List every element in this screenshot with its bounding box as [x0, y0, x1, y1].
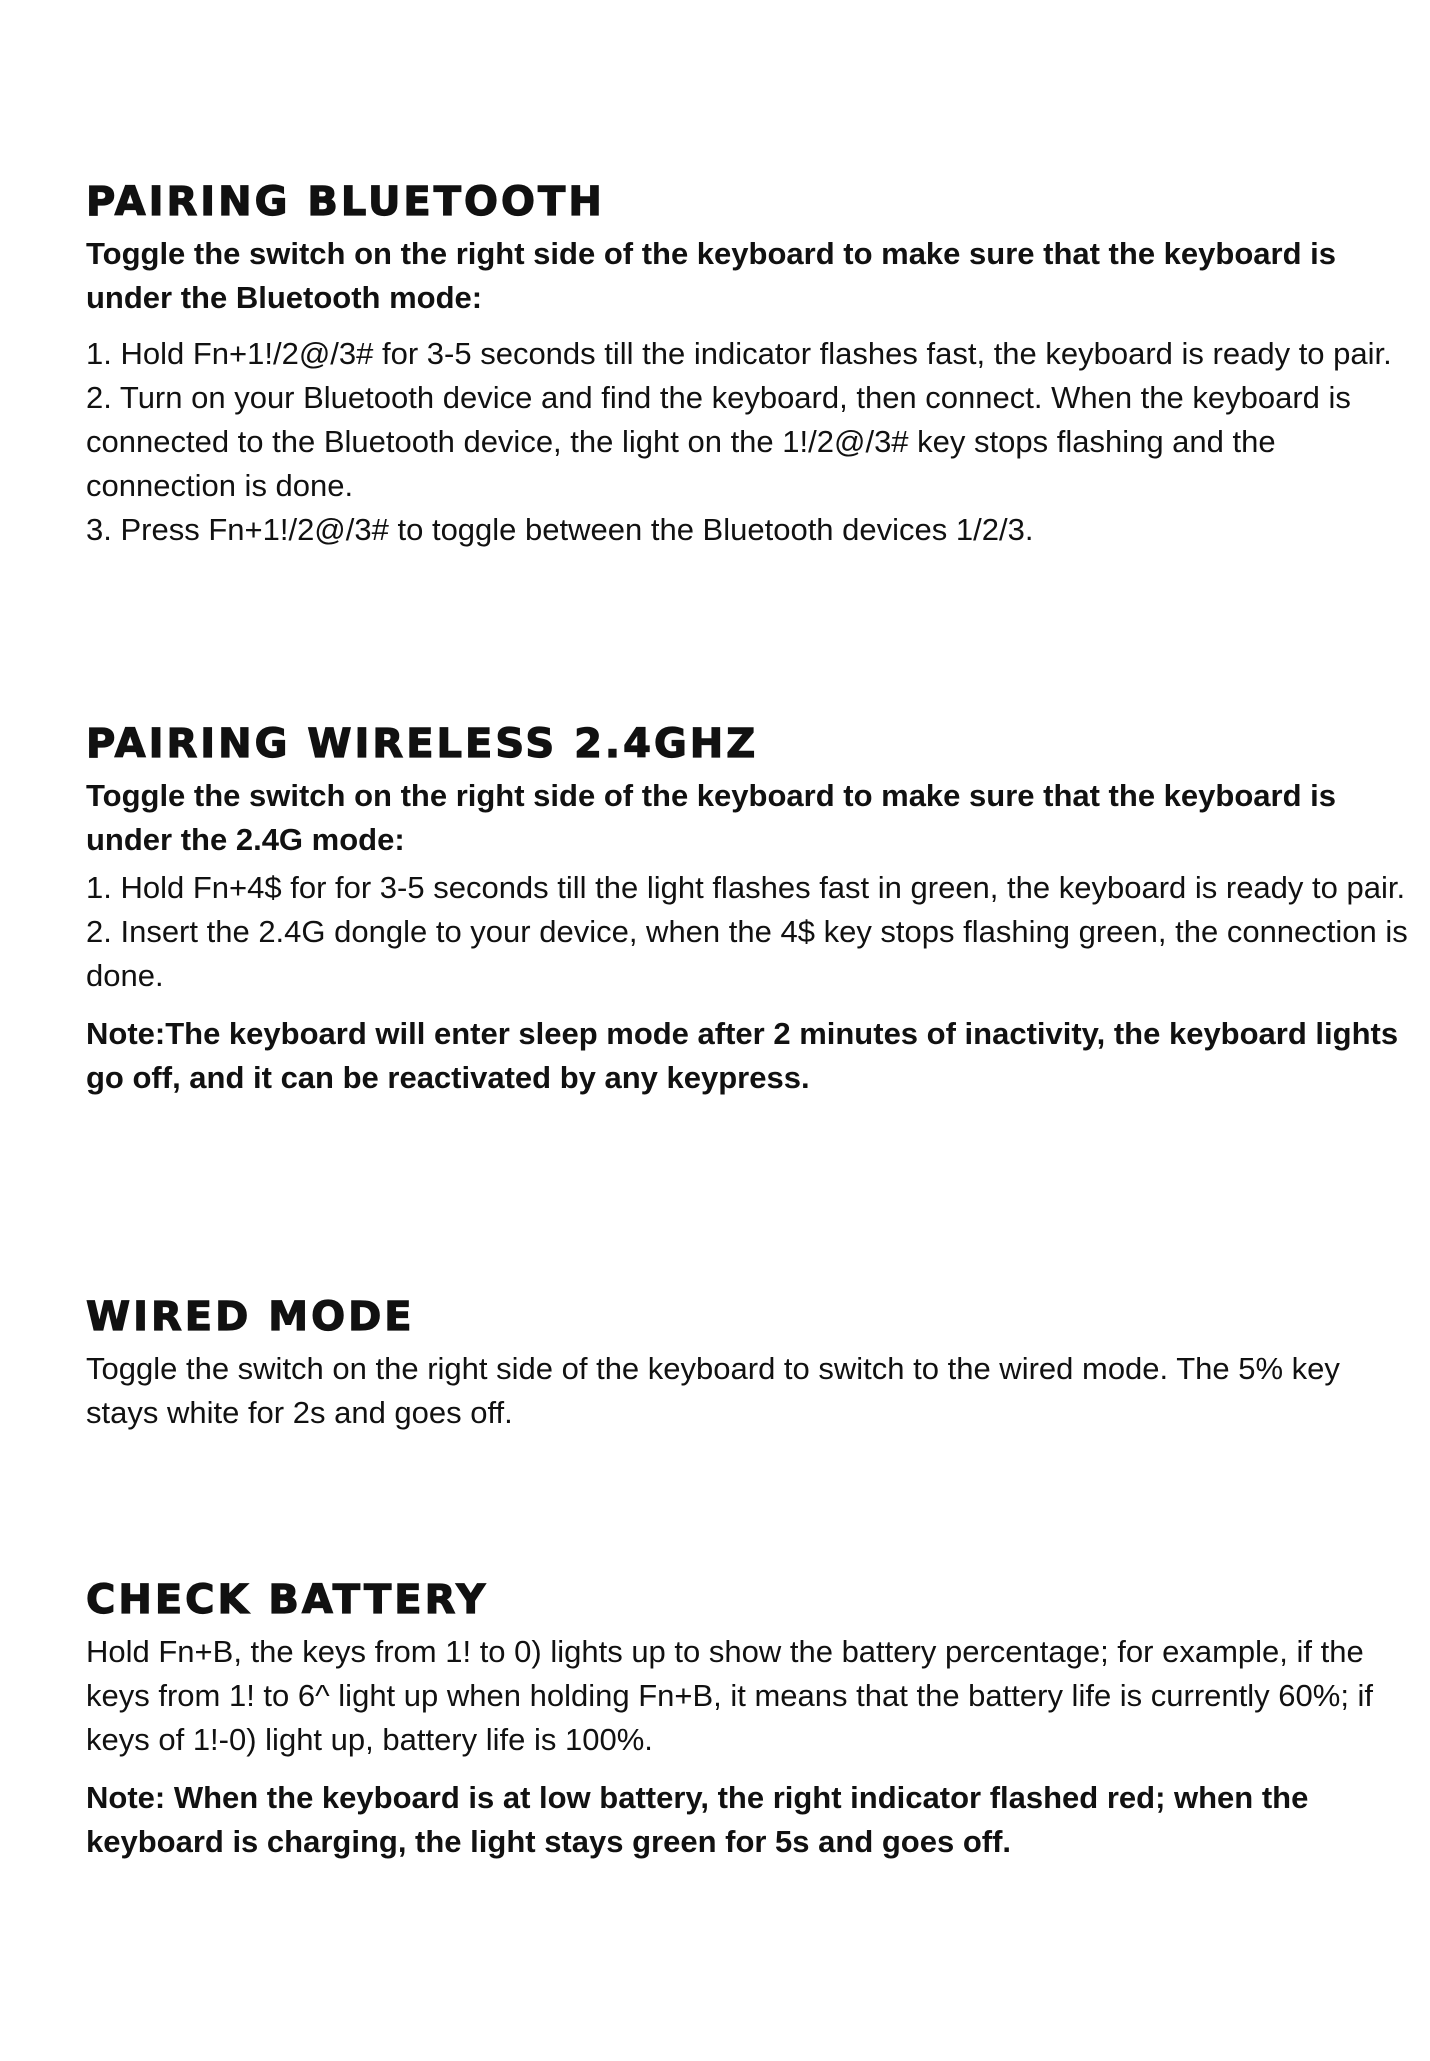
check-battery-heading: CHECK BATTERY	[86, 1577, 489, 1623]
bluetooth-step-3: 3. Press Fn+1!/2@/3# to toggle between the Bluetooth devices 1/2/3.	[86, 512, 1034, 547]
wired-mode-section	[86, 1293, 1416, 1435]
battery-note: Note: When the keyboard is at low battery, the right indicator flashed red; when the keyboard is charging, the light stays green for 5s and goes off.	[86, 1780, 1309, 1859]
bluetooth-step-2: 2. Turn on your Bluetooth device and find the keyboard, then connect. When the keyboard is connected to the Bluetooth device, the light on the 1!/2@/3# key stops flashing and the connection is done.	[86, 380, 1351, 503]
wireless-step-1: 1. Hold Fn+4$ for for 3-5 seconds till the light flashes fast in green, the keyboard is ready to pair.	[86, 870, 1406, 905]
pairing-wireless-intro: Toggle the switch on the right side of the keyboard to make sure that the keyboard is under the 2.4G mode:	[86, 778, 1336, 857]
pairing-bluetooth-section	[86, 178, 1416, 552]
wireless-step-2: 2. Insert the 2.4G dongle to your device, when the 4$ key stops flashing green, the connection is done.	[86, 914, 1408, 993]
bluetooth-step-1: 1. Hold Fn+1!/2@/3# for 3-5 seconds till the indicator flashes fast, the keyboard is ready to pair.	[86, 336, 1392, 371]
pairing-bluetooth-heading: PAIRING BLUETOOTH	[86, 179, 605, 225]
wired-mode-heading: WIRED MODE	[86, 1294, 415, 1340]
wireless-sleep-note: Note:The keyboard will enter sleep mode after 2 minutes of inactivity, the keyboard lights go off, and it can be reactivated by any keypress.	[86, 1016, 1399, 1095]
check-battery-text: Hold Fn+B, the keys from 1! to 0) lights up to show the battery percentage; for example, if the keys from 1! to 6^ light up when holding Fn+B, it means that the battery life is currently 60%; if keys of 1!-0) light up, battery life is 100%.	[86, 1634, 1374, 1757]
pairing-wireless-section	[86, 720, 1416, 1100]
check-battery-section	[86, 1576, 1416, 1864]
pairing-wireless-heading: PAIRING WIRELESS 2.4GHZ	[86, 721, 759, 767]
wired-mode-text: Toggle the switch on the right side of the keyboard to switch to the wired mode. The 5% key stays white for 2s and goes off.	[86, 1351, 1340, 1430]
pairing-bluetooth-intro: Toggle the switch on the right side of the keyboard to make sure that the keyboard is under the Bluetooth mode:	[86, 236, 1336, 315]
